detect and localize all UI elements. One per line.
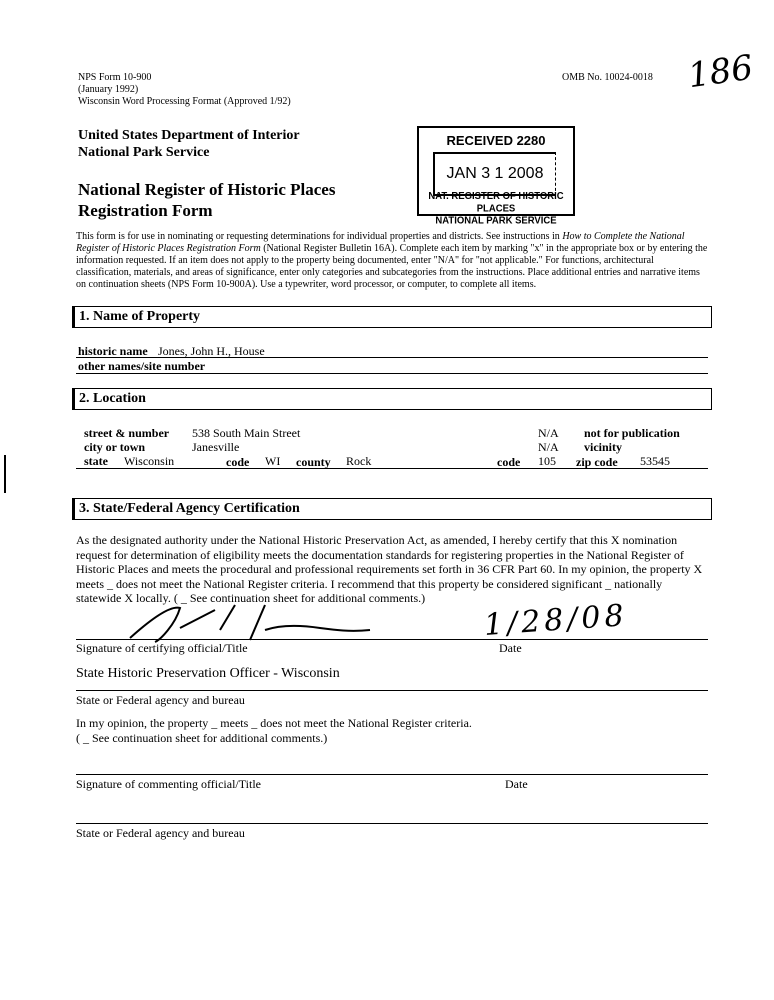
form-date: (January 1992) — [78, 84, 139, 95]
other-names-label: other names/site number — [78, 359, 206, 373]
omb-number: OMB No. 10024-0018 — [562, 72, 653, 83]
stamp-line2: NATIONAL PARK SERVICE — [435, 214, 557, 227]
state-code-label: code — [226, 455, 250, 469]
stamp-footer — [419, 190, 573, 226]
state-code-value[interactable]: WI — [265, 454, 281, 468]
county-code-label: code — [497, 455, 521, 469]
handwritten-date: 1/28/08 — [482, 598, 629, 643]
stamp-date: JAN 3 1 2008 — [433, 152, 556, 196]
date-label: Date — [499, 641, 522, 655]
title-line1: National Register of Historic Places — [78, 180, 336, 199]
section1-header: 1. Name of Property — [72, 306, 712, 328]
state-label: state — [84, 454, 108, 468]
street-label: street & number — [84, 426, 170, 440]
certification-text: As the designated authority under the National Historic Preservation Act, as amended, I hereby certify that this X nomination request for determination of eligibility meets the documentation standards for registering properties in the National Register of Historic Places and meets the procedural and professional requirements set forth in 36 CFR Part 60. In my opinion, the property X meets _ does not meet the National Register criteria. I recommend that this property be considered significant _ nationally statewide X locally. ( _ See continuation sheet for additional comments.) — [76, 533, 703, 605]
form-number: NPS Form 10-900 — [78, 72, 152, 83]
city-value[interactable]: Janesville — [192, 440, 240, 454]
opinion-continuation: ( _ See continuation sheet for additional comments.) — [76, 731, 328, 745]
form-format: Wisconsin Word Processing Format (Approved 1/92) — [78, 96, 291, 107]
county-label: county — [296, 455, 331, 469]
page-title — [78, 179, 335, 221]
opinion-text: In my opinion, the property _ meets _ does not meet the National Register criteria. — [76, 716, 472, 730]
county-code-value[interactable]: 105 — [538, 454, 556, 468]
state-value[interactable]: Wisconsin — [124, 454, 175, 468]
zip-value[interactable]: 53545 — [640, 454, 670, 468]
vicinity-value[interactable]: N/A — [538, 440, 559, 454]
agency-line2: National Park Service — [78, 145, 210, 160]
received-stamp — [417, 126, 575, 227]
nfp-value[interactable]: N/A — [538, 426, 559, 440]
commenting-signature-label: Signature of commenting official/Title — [76, 777, 261, 791]
form-header — [78, 72, 291, 108]
instructions-italic: How to Complete the National Register of Historic Places Registration Form — [76, 231, 685, 254]
commenting-agency-label: State or Federal agency and bureau — [76, 826, 245, 840]
title-line2: Registration Form — [78, 201, 213, 220]
agency-line1: United States Department of Interior — [78, 128, 300, 143]
section2-header: 2. Location — [72, 388, 712, 410]
instructions-text1: This form is for use in nominating or requesting determinations for individual properties and districts. See instructions in — [76, 231, 563, 242]
section3-header: 3. State/Federal Agency Certification — [72, 498, 712, 520]
instructions-text2: (National Register Bulletin 16A). Complete each item by marking "x" in the appropriate box or by entering the information requested. If an item does not apply to the property being documented, enter "N/A" for "not applicable." For functions, architectural classification, materials, and areas of significance, enter only categories and subcategories from the instructions. Place additional entries and narrative items on continuation sheets (NPS Form 10-900A). Use a typewriter, word processor, or computer, to complete all items. — [76, 243, 708, 290]
county-value[interactable]: Rock — [346, 454, 372, 468]
city-label: city or town — [84, 440, 146, 454]
zip-label: zip code — [576, 455, 618, 469]
nfp-label: not for publication — [584, 426, 680, 440]
agency-label: State or Federal agency and bureau — [76, 693, 245, 707]
instructions — [76, 231, 708, 291]
scan-artifact-line — [4, 455, 6, 493]
stamp-received: RECEIVED 2280 — [446, 133, 546, 148]
official-title[interactable]: State Historic Preservation Officer - Wisconsin — [76, 666, 340, 681]
stamp-line1: NAT. REGISTER OF HISTORIC PLACES — [428, 190, 564, 215]
vicinity-label: vicinity — [584, 440, 622, 454]
agency — [78, 127, 300, 161]
commenting-date-label: Date — [505, 777, 528, 791]
historic-name-label: historic name — [78, 344, 148, 358]
handwritten-number: 186 — [685, 47, 756, 97]
historic-name-value[interactable]: Jones, John H., House — [158, 344, 265, 358]
signature-label: Signature of certifying official/Title — [76, 641, 248, 655]
street-value[interactable]: 538 South Main Street — [192, 426, 301, 440]
